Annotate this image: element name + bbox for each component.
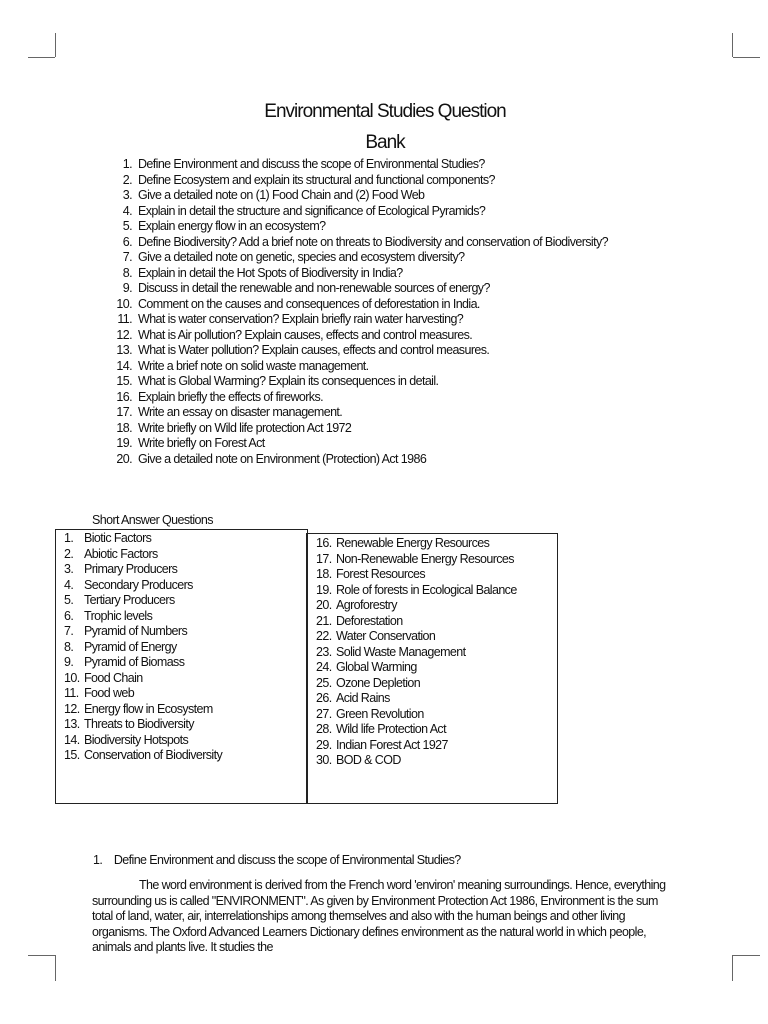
item-number: 4.: [64, 577, 74, 592]
short-answer-item: [316, 536, 517, 552]
item-number: 30.: [316, 753, 332, 767]
item-number: 19.: [116, 436, 132, 450]
question-item: [108, 281, 628, 297]
crop-mark-top-right-h: [733, 57, 760, 58]
item-number: 16.: [316, 536, 332, 550]
question-item: [108, 188, 628, 204]
item-text: Comment on the causes and consequences of deforestation in India.: [138, 296, 480, 311]
item-text: Write an essay on disaster management.: [138, 405, 343, 419]
item-number: 11.: [117, 312, 132, 326]
short-answer-item: [316, 598, 517, 614]
short-answer-item: [316, 552, 517, 568]
short-answer-heading: Short Answer Questions: [92, 513, 213, 527]
item-text: Conservation of Biodiversity: [84, 748, 223, 762]
question-item: [108, 266, 628, 282]
item-number: 6.: [122, 234, 132, 249]
short-answer-item: [64, 717, 222, 733]
item-text: Renewable Energy Resources: [336, 536, 490, 550]
item-text: Define Environment and discuss the scope of Environmental Studies?: [138, 157, 485, 171]
item-number: 3.: [122, 188, 132, 202]
question-item: [108, 328, 628, 344]
item-text: Pyramid of Numbers: [84, 624, 188, 638]
short-answer-item: [316, 722, 517, 738]
item-text: Deforestation: [336, 613, 403, 628]
short-answer-item: [316, 691, 517, 707]
item-text: Forest Resources: [336, 567, 426, 581]
crop-mark-bottom-right-v: [732, 955, 733, 981]
item-text: Biotic Factors: [84, 531, 152, 545]
title-line-2: Bank: [365, 132, 405, 153]
item-text: Threats to Biodiversity: [84, 717, 194, 731]
answer-paragraph: The word environment is derived from the French word 'environ' meaning surroundings. Hence, everything surrounding us is called "ENVIRONMENT". As given by Environment Protection Act 1986, Environment is the sum total of land, water, air, interrelationships among themselves and also with the human beings and other living organisms. The Oxford Advanced Learners Dictionary defines environment as the natural world in which people, animals and plants live. It studies the: [92, 878, 666, 954]
item-number: 26.: [316, 691, 332, 705]
short-answer-item: [316, 738, 517, 754]
short-answer-item: [64, 609, 222, 625]
short-answer-box-left: [55, 529, 308, 804]
item-text: Explain in detail the Hot Spots of Biodiversity in India?: [138, 265, 403, 280]
item-number: 6.: [64, 608, 74, 623]
answer-question-number: 1.: [93, 853, 103, 867]
short-answer-item: [316, 660, 517, 676]
short-answer-list-left: [64, 531, 222, 764]
item-number: 29.: [316, 737, 332, 752]
short-answer-item: [64, 733, 222, 749]
item-text: Indian Forest Act 1927: [336, 737, 448, 752]
item-number: 13.: [64, 717, 80, 731]
item-number: 27.: [316, 706, 332, 721]
item-text: Explain briefly the effects of fireworks.: [138, 389, 323, 404]
item-number: 25.: [316, 675, 332, 690]
item-text: Give a detailed note on genetic, species and ecosystem diversity?: [138, 250, 465, 264]
question-item: [108, 204, 628, 220]
item-number: 8.: [122, 265, 132, 280]
item-number: 2.: [122, 172, 132, 187]
item-number: 7.: [64, 624, 74, 638]
item-text: What is Air pollution? Explain causes, effects and control measures.: [138, 327, 473, 342]
item-text: Pyramid of Biomass: [84, 655, 185, 669]
short-answer-item: [64, 640, 222, 656]
item-number: 1.: [64, 531, 74, 545]
question-item: [108, 405, 628, 421]
item-text: What is water conservation? Explain briefly rain water harvesting?: [138, 312, 464, 326]
question-item: [108, 157, 628, 173]
item-text: Pyramid of Energy: [84, 639, 177, 654]
short-answer-item: [316, 707, 517, 723]
question-item: [108, 219, 628, 235]
item-number: 22.: [316, 629, 332, 643]
page-title: [160, 96, 610, 158]
item-number: 1.: [122, 157, 132, 171]
item-text: Write a brief note on solid waste management.: [138, 358, 369, 373]
item-number: 23.: [316, 644, 332, 659]
item-text: Tertiary Producers: [84, 593, 175, 607]
crop-mark-top-left-v: [55, 33, 56, 57]
title-line-1: Environmental Studies Question: [264, 101, 506, 122]
crop-mark-bottom-left-h: [28, 955, 55, 956]
item-number: 17.: [316, 551, 332, 566]
answer-question-heading: [93, 852, 461, 868]
short-answer-item: [316, 676, 517, 692]
item-text: Agroforestry: [336, 598, 397, 612]
short-answer-item: [316, 614, 517, 630]
short-answer-item: [64, 562, 222, 578]
item-number: 10.: [64, 670, 80, 685]
item-number: 11.: [64, 686, 79, 700]
item-number: 24.: [316, 660, 332, 674]
item-number: 21.: [316, 613, 332, 628]
item-text: Explain energy flow in an ecosystem?: [138, 219, 326, 233]
short-answer-box-right: [306, 533, 558, 804]
item-number: 5.: [122, 219, 132, 233]
item-number: 5.: [64, 593, 74, 607]
item-text: Role of forests in Ecological Balance: [336, 582, 517, 597]
short-answer-item: [316, 567, 517, 583]
item-number: 18.: [116, 420, 132, 435]
item-number: 19.: [316, 582, 332, 597]
item-text: Wild life Protection Act: [336, 722, 446, 736]
question-item: [108, 297, 628, 313]
item-text: Water Conservation: [336, 629, 436, 643]
item-number: 28.: [316, 722, 332, 736]
item-number: 2.: [64, 546, 74, 561]
item-number: 4.: [122, 203, 132, 218]
question-item: [108, 250, 628, 266]
item-text: Discuss in detail the renewable and non-renewable sources of energy?: [138, 281, 490, 295]
item-text: Secondary Producers: [84, 577, 193, 592]
question-item: [108, 374, 628, 390]
item-text: Give a detailed note on Environment (Protection) Act 1986: [138, 451, 427, 466]
item-number: 12.: [116, 327, 132, 342]
long-answer-question-list: [108, 157, 628, 467]
question-item: [108, 421, 628, 437]
item-number: 20.: [116, 451, 132, 466]
item-number: 9.: [122, 281, 132, 295]
short-answer-item: [64, 624, 222, 640]
item-number: 3.: [64, 562, 74, 576]
item-text: Give a detailed note on (1) Food Chain and (2) Food Web: [138, 188, 425, 202]
item-text: Write briefly on Wild life protection Act 1972: [138, 420, 352, 435]
short-answer-item: [316, 753, 517, 769]
item-text: BOD & COD: [336, 753, 401, 767]
question-item: [108, 312, 628, 328]
item-text: Energy flow in Ecosystem: [84, 701, 213, 716]
short-answer-item: [64, 547, 222, 563]
short-answer-item: [316, 645, 517, 661]
short-answer-list-right: [316, 536, 517, 769]
item-number: 14.: [64, 732, 80, 747]
item-text: Food Chain: [84, 670, 143, 685]
item-text: Biodiversity Hotspots: [84, 732, 189, 747]
item-text: Define Ecosystem and explain its structural and functional components?: [138, 172, 495, 187]
question-item: [108, 436, 628, 452]
short-answer-item: [316, 629, 517, 645]
question-item: [108, 359, 628, 375]
short-answer-item: [64, 655, 222, 671]
question-item: [108, 173, 628, 189]
item-number: 20.: [316, 598, 332, 612]
item-text: Solid Waste Management: [336, 644, 466, 659]
item-text: What is Global Warming? Explain its consequences in detail.: [138, 374, 439, 388]
item-number: 10.: [116, 296, 132, 311]
crop-mark-bottom-right-h: [733, 955, 760, 956]
crop-mark-bottom-left-v: [55, 955, 56, 981]
answer-question-text: Define Environment and discuss the scope of Environmental Studies?: [113, 853, 461, 867]
item-text: Primary Producers: [84, 562, 178, 576]
crop-mark-top-left-h: [28, 57, 55, 58]
item-number: 9.: [64, 655, 74, 669]
question-item: [108, 343, 628, 359]
item-text: Ozone Depletion: [336, 675, 421, 690]
item-text: Abiotic Factors: [84, 546, 158, 561]
item-number: 16.: [116, 389, 132, 404]
item-number: 18.: [316, 567, 332, 581]
short-answer-item: [64, 671, 222, 687]
item-text: Explain in detail the structure and significance of Ecological Pyramids?: [138, 203, 486, 218]
short-answer-item: [64, 702, 222, 718]
item-number: 13.: [116, 343, 132, 357]
item-text: Write briefly on Forest Act: [138, 436, 265, 450]
short-answer-item: [64, 531, 222, 547]
item-number: 15.: [64, 748, 80, 762]
question-item: [108, 235, 628, 251]
item-number: 17.: [116, 405, 132, 419]
item-text: What is Water pollution? Explain causes, effects and control measures.: [138, 343, 490, 357]
item-number: 14.: [116, 358, 132, 373]
item-number: 8.: [64, 639, 74, 654]
item-number: 12.: [64, 701, 80, 716]
item-number: 7.: [122, 250, 132, 264]
item-text: Define Biodiversity? Add a brief note on threats to Biodiversity and conservation of Biodiversity?: [138, 234, 608, 249]
short-answer-item: [316, 583, 517, 599]
short-answer-item: [64, 578, 222, 594]
item-text: Trophic levels: [84, 608, 153, 623]
item-text: Food web: [84, 686, 135, 700]
short-answer-item: [64, 748, 222, 764]
short-answer-item: [64, 686, 222, 702]
question-item: [108, 452, 628, 468]
item-text: Global Warming: [336, 660, 417, 674]
item-text: Green Revolution: [336, 706, 424, 721]
item-number: 15.: [116, 374, 132, 388]
item-text: Acid Rains: [336, 691, 390, 705]
question-item: [108, 390, 628, 406]
short-answer-item: [64, 593, 222, 609]
crop-mark-top-right-v: [732, 33, 733, 57]
item-text: Non-Renewable Energy Resources: [336, 551, 514, 566]
